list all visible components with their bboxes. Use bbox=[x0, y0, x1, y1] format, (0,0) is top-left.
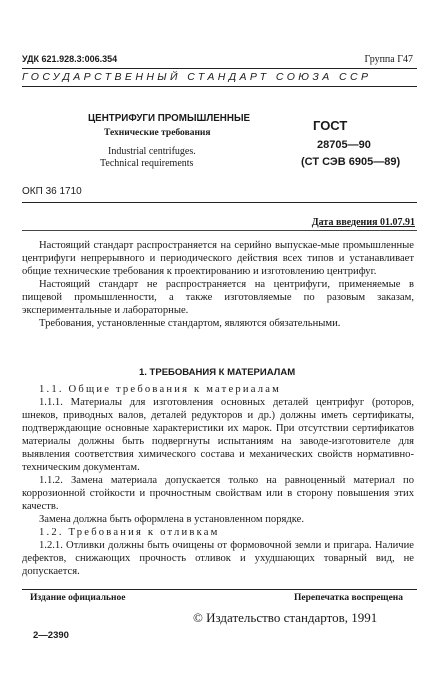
footer-rule bbox=[22, 589, 417, 590]
intro-paragraph: Настоящий стандарт распространяется на серийно выпускае-мые промышленные центрифуги непрерывного и периодического действия всех типов и устанавливает общие технические требования к проектированию и изготовлению центрифуг. bbox=[22, 240, 414, 277]
section-body bbox=[22, 383, 414, 578]
english-subtitle: Technical requirements bbox=[100, 158, 194, 169]
gost-label: ГОСТ bbox=[313, 118, 348, 133]
replacement-note: Замена должна быть оформлена в установленном порядке. bbox=[39, 514, 305, 525]
intro-text bbox=[22, 239, 414, 330]
gost-number: 28705—90 bbox=[317, 139, 371, 151]
publisher-copyright: © Издательство стандартов, 1991 bbox=[193, 610, 378, 625]
standard-subtitle: Технические требования bbox=[104, 128, 211, 138]
english-title: Industrial centrifuges. bbox=[108, 146, 196, 157]
clause-1-2-1: 1.2.1. Отливки должны быть очищены от формовочной земли и пригара. Наличие дефектов, снижающих прочность отливок и ухудшающих товарный вид, не допускается. bbox=[22, 540, 414, 577]
official-edition: Издание официальное bbox=[30, 593, 126, 603]
issuing-authority: ГОСУДАРСТВЕННЫЙ СТАНДАРТ СОЮЗА ССР bbox=[22, 71, 372, 83]
clause-1-1-2: 1.1.2. Замена материала допускается только на равноценный материал по коррозионной стойкости и прочностным свойствам или в сторону повышения этих качеств. bbox=[22, 475, 414, 512]
effective-date: Дата введения 01.07.91 bbox=[311, 217, 415, 228]
subsection-heading: 1.2. Требования к отливкам bbox=[39, 527, 220, 538]
intro-paragraph: Требования, установленные стандартом, являются обязательными. bbox=[39, 318, 341, 329]
header-rule-top bbox=[22, 68, 417, 69]
header-rule-bottom bbox=[22, 86, 417, 87]
standard-title: ЦЕНТРИФУГИ ПРОМЫШЛЕННЫЕ bbox=[88, 113, 251, 124]
reprint-prohibited: Перепечатка воспрещена bbox=[294, 593, 404, 603]
group-code: Группа Г47 bbox=[364, 54, 413, 65]
clause-1-1-1: 1.1.1. Материалы для изготовления основных деталей центрифуг (роторов, шнеков, приводных валов, деталей редукторов и др.) должны иметь сертификаты, подтверждающие основные характеристики их марок. При отсутствии сертификатов материалы должны быть подвергнуты испытаниям на заводе-изготовителе для выявления соответствия химического состава и механических свойств нормативно-техническим документам. bbox=[22, 397, 414, 473]
subsection-heading: 1.1. Общие требования к материалам bbox=[39, 384, 282, 395]
st-sev-number: (СТ СЭВ 6905—89) bbox=[301, 156, 401, 168]
print-code: 2—2390 bbox=[33, 630, 69, 641]
intro-paragraph: Настоящий стандарт не распространяется на центрифуги, применяемые в пищевой промышленности, а также изготовляемые по разовым заказам, экспериментальные и лабораторные. bbox=[22, 279, 414, 316]
date-line-tick bbox=[22, 230, 417, 231]
udk-code: УДК 621.928.3:006.354 bbox=[22, 54, 118, 64]
okp-code: ОКП 36 1710 bbox=[22, 186, 82, 197]
title-rule bbox=[22, 202, 417, 203]
section-heading: 1. ТРЕБОВАНИЯ К МАТЕРИАЛАМ bbox=[139, 367, 296, 378]
